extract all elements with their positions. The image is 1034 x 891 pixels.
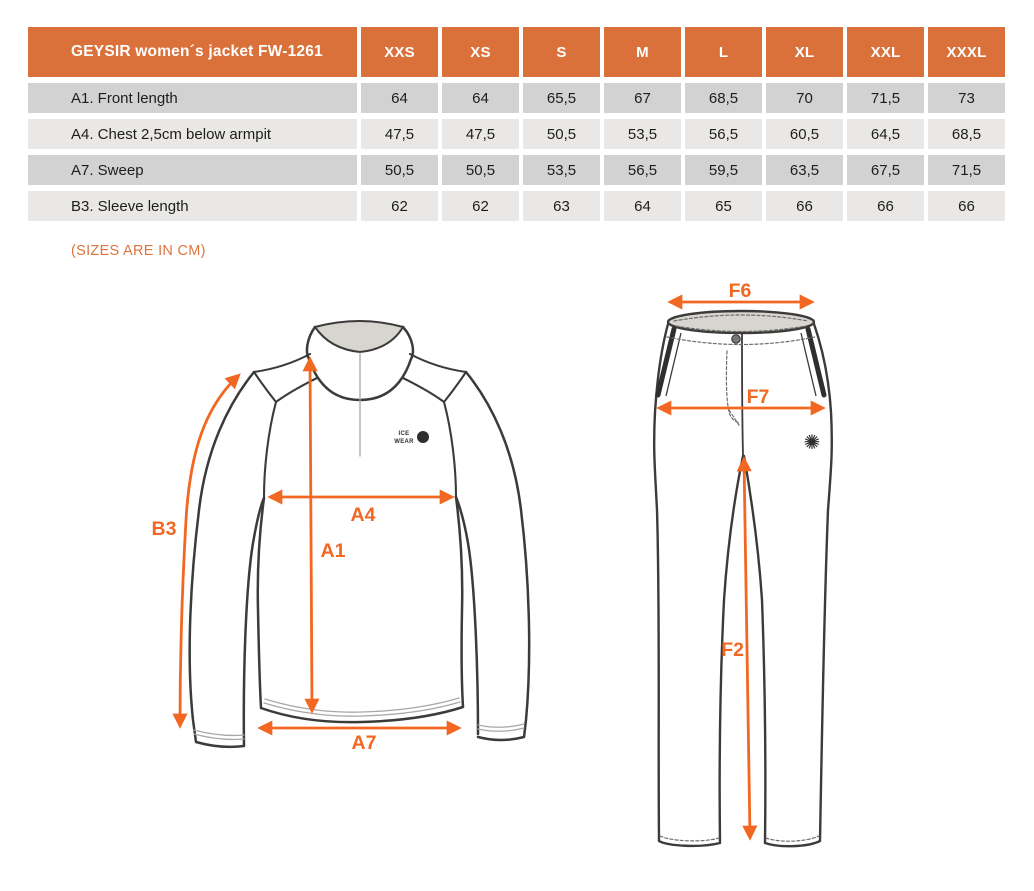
value-cell: 60,5 [766,119,843,149]
size-header-s: S [523,27,600,77]
value-cell: 67 [604,83,681,113]
value-cell: 56,5 [604,155,681,185]
f2-label: F2 [721,639,744,661]
brand-logo-line1: ICE [398,431,410,437]
value-cell: 65,5 [523,83,600,113]
a1-arrow [310,360,312,710]
sizes-unit-note: (SIZES ARE IN CM) [71,243,206,259]
pants-stitch-lines [660,315,819,841]
value-cell: 66 [928,191,1005,221]
pants-diagram [640,275,850,860]
f6-label: F6 [728,280,752,302]
waist-button [732,335,740,343]
snowflake-icon: ✺ [803,430,821,454]
value-cell: 73 [928,83,1005,113]
size-header-l: L [685,27,762,77]
a4-label: A4 [350,504,376,526]
value-cell: 63,5 [766,155,843,185]
value-cell: 56,5 [685,119,762,149]
value-cell: 62 [361,191,438,221]
row-label-sleeve-length: B3. Sleeve length [28,191,357,221]
jacket-diagram [140,288,580,760]
snowflake-icon: ✺ [419,433,427,444]
value-cell: 64,5 [847,119,924,149]
a1-label: A1 [320,540,346,562]
size-header-xl: XL [766,27,843,77]
row-label-sweep: A7. Sweep [28,155,357,185]
pants-center-front-seam [742,334,743,455]
row-label-front-length: A1. Front length [28,83,357,113]
jacket-body-outline [258,497,463,722]
f2-arrow [744,460,750,837]
value-cell: 59,5 [685,155,762,185]
value-cell: 68,5 [928,119,1005,149]
f7-label: F7 [746,386,770,408]
value-cell: 66 [847,191,924,221]
value-cell: 64 [604,191,681,221]
value-cell: 47,5 [442,119,519,149]
size-header-xxxl: XXXL [928,27,1005,77]
pants-pocket-openings [658,329,824,395]
table-title-cell: GEYSIR women´s jacket FW-1261 [28,27,357,77]
value-cell: 71,5 [847,83,924,113]
size-table [28,27,1005,221]
b3-label: B3 [151,518,177,540]
row-label-chest: A4. Chest 2,5cm below armpit [28,119,357,149]
brand-logo-line2: WEAR [394,439,414,445]
value-cell: 50,5 [523,119,600,149]
value-cell: 62 [442,191,519,221]
value-cell: 53,5 [604,119,681,149]
a7-label: A7 [351,732,377,754]
value-cell: 65 [685,191,762,221]
value-cell: 50,5 [442,155,519,185]
value-cell: 47,5 [361,119,438,149]
value-cell: 68,5 [685,83,762,113]
value-cell: 50,5 [361,155,438,185]
value-cell: 71,5 [928,155,1005,185]
value-cell: 64 [361,83,438,113]
size-header-xxs: XXS [361,27,438,77]
value-cell: 70 [766,83,843,113]
value-cell: 66 [766,191,843,221]
value-cell: 53,5 [523,155,600,185]
size-header-xs: XS [442,27,519,77]
value-cell: 63 [523,191,600,221]
value-cell: 67,5 [847,155,924,185]
pants-waist-opening [668,311,814,333]
size-header-xxl: XXL [847,27,924,77]
size-header-m: M [604,27,681,77]
brand-logo [394,431,429,445]
value-cell: 64 [442,83,519,113]
pants-pocket-inner-lines [666,333,816,396]
jacket-collar-opening [315,321,403,352]
